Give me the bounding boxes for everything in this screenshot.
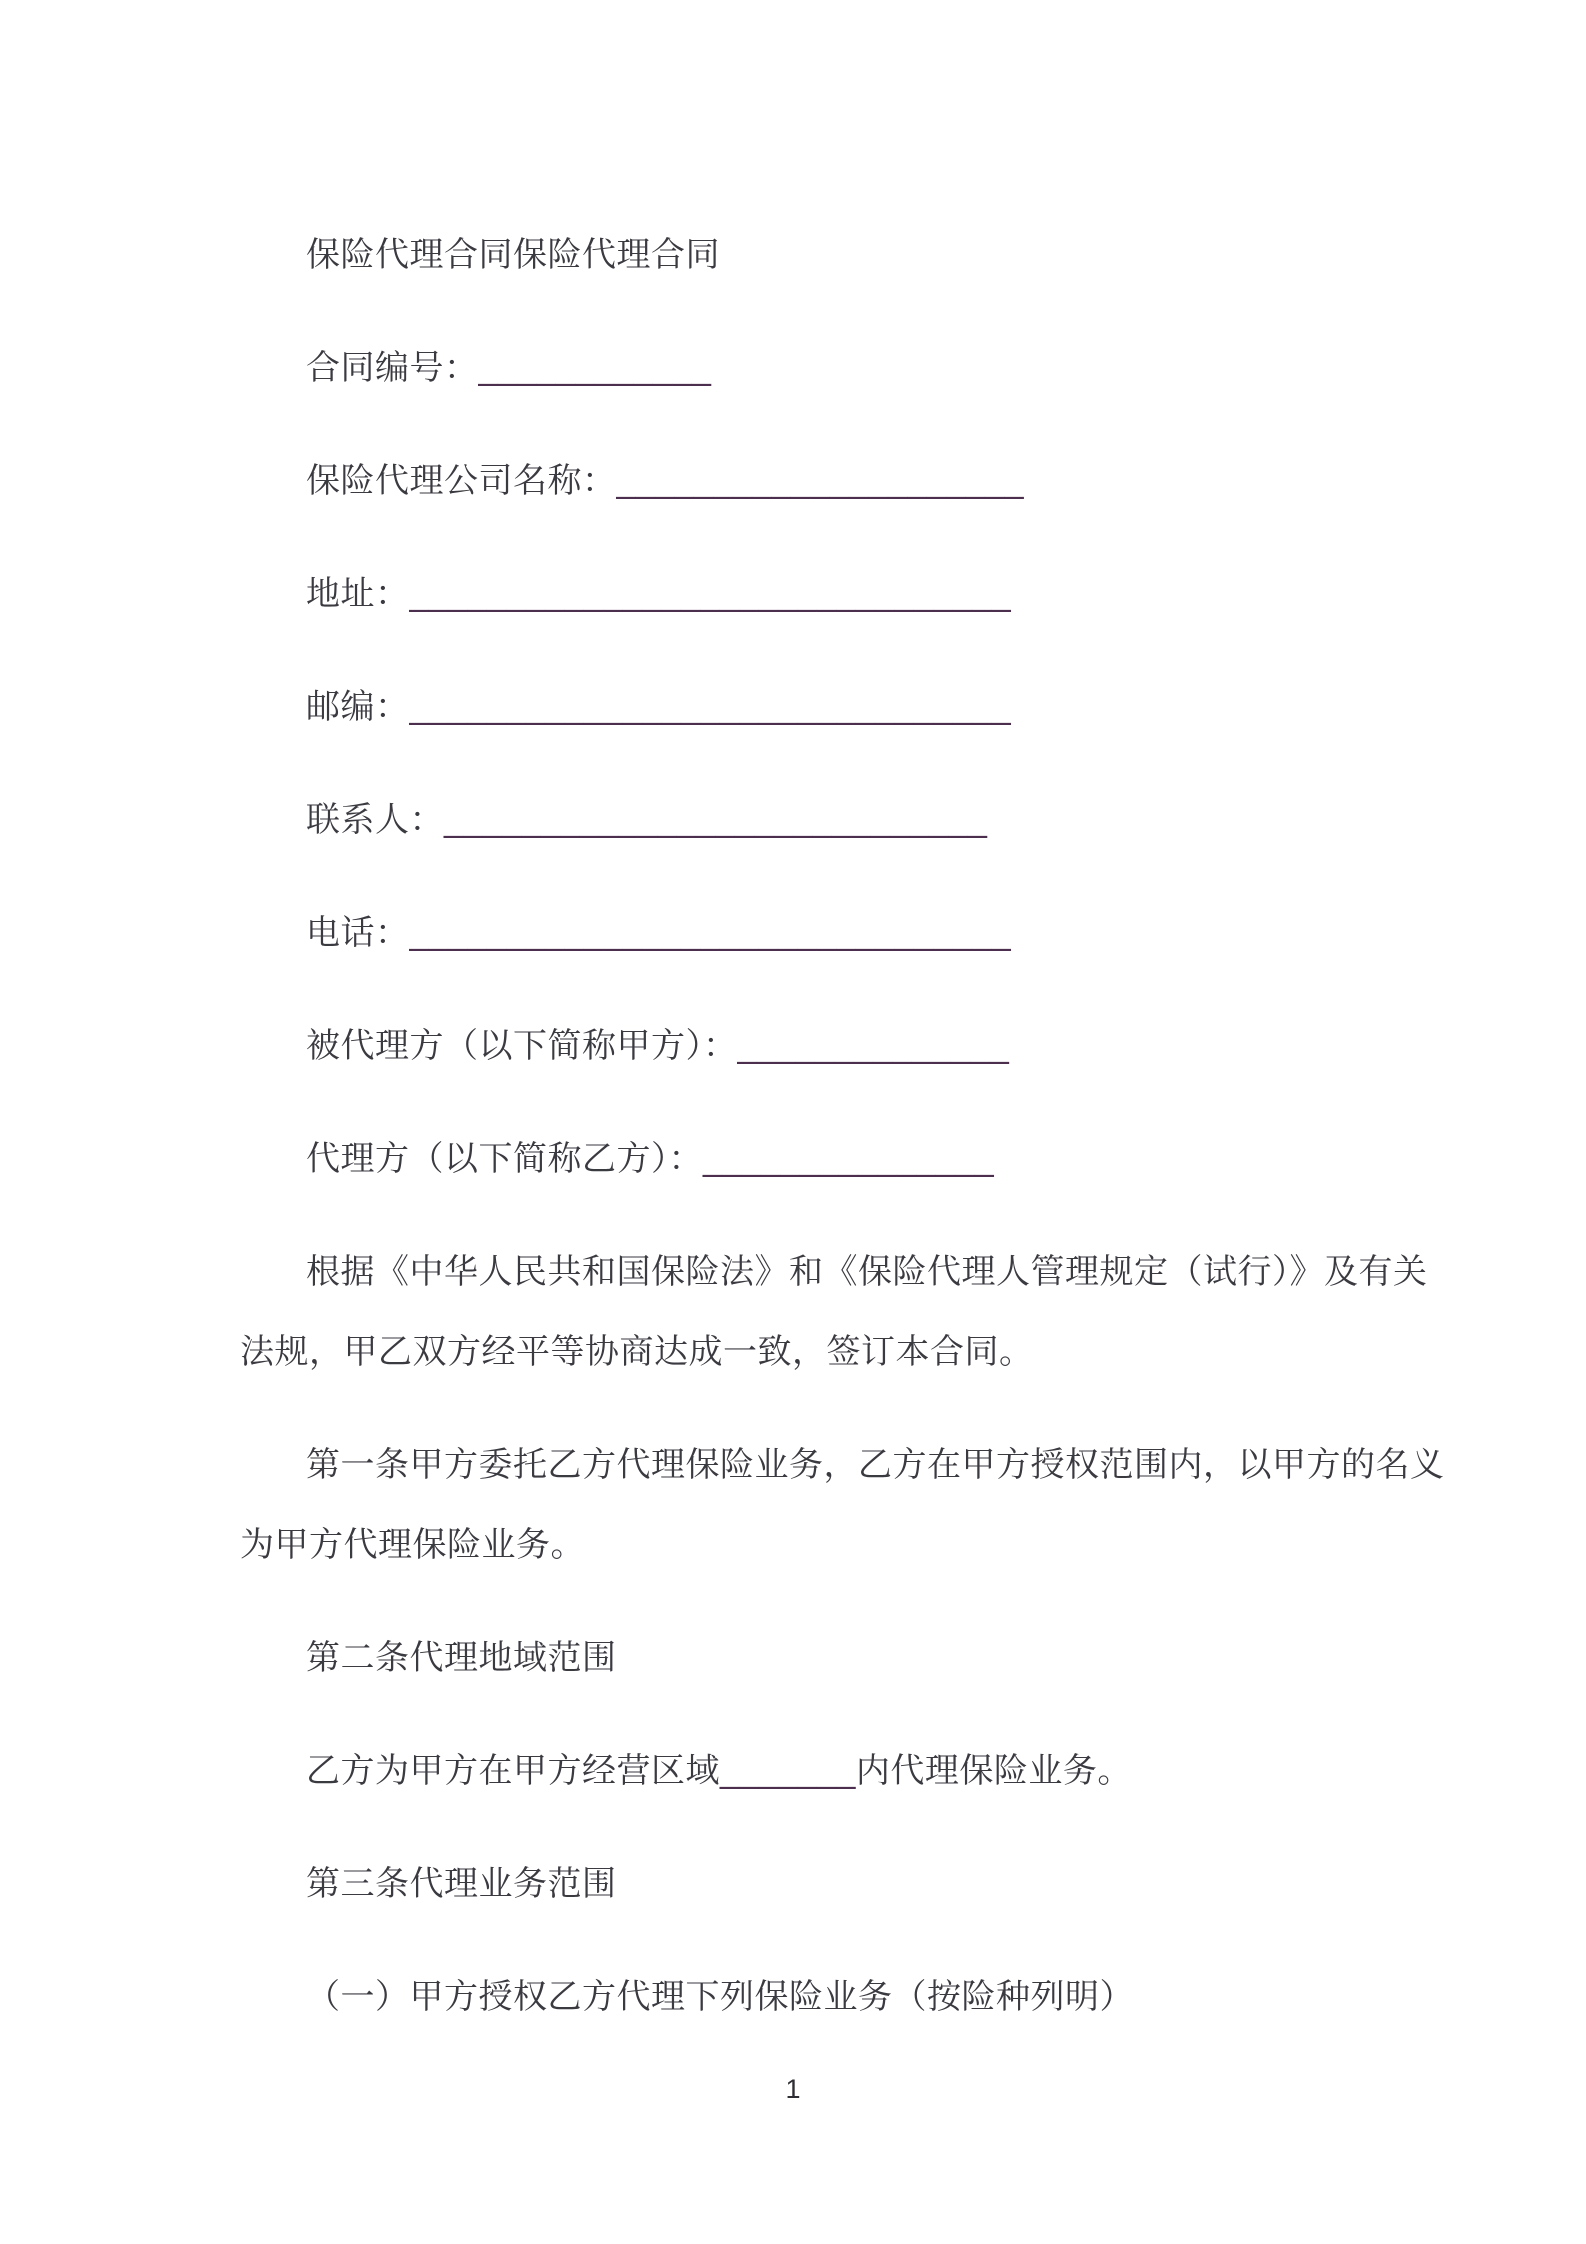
field-principal-party-a-blank: ______________ [737,1027,1010,1065]
article-3-item-1: （一）甲方授权乙方代理下列保险业务（按险种列明） [306,1978,1134,2016]
field-phone-blank: _______________________________ [409,914,1012,952]
field-postcode-label: 邮编： [306,688,410,726]
article-1-line-2: 为甲方代理保险业务。 [240,1526,585,1564]
field-postcode [240,667,1420,747]
preamble-line-1: 根据《中华人民共和国保险法》和《保险代理人管理规定（试行）》及有关 [306,1253,1428,1291]
document-body [240,215,1445,2037]
field-agent-party-b-label: 代理方（以下简称乙方）： [306,1140,703,1178]
field-phone-label: 电话： [306,914,410,952]
article-2-heading: 第二条代理地域范围 [306,1639,617,1677]
page-number: 1 [785,2074,801,2104]
field-contact-person-blank: ____________________________ [444,801,988,839]
article-2-body [240,1731,1420,1811]
field-agent-party-b [240,1119,1420,1199]
article-2-body-blank: _______ [720,1752,856,1790]
field-agent-party-b-blank: _______________ [703,1140,995,1178]
document-title: 保险代理合同保险代理合同 [306,236,720,274]
field-postcode-blank: _______________________________ [409,688,1012,726]
article-3-heading: 第三条代理业务范围 [306,1865,617,1903]
article-1-line-1: 第一条甲方委托乙方代理保险业务，乙方在甲方授权范围内，以甲方的名义 [306,1446,1445,1484]
article-2-body-pre: 乙方为甲方在甲方经营区域 [306,1752,720,1790]
field-contract-number [240,328,1420,408]
preamble-line-2: 法规，甲乙双方经平等协商达成一致，签订本合同。 [240,1333,1034,1371]
field-contact-person [240,780,1420,860]
field-contract-number-blank: ____________ [478,349,712,387]
field-agency-name-blank: _____________________ [616,462,1025,500]
field-phone [240,893,1420,973]
field-agency-name-label: 保险代理公司名称： [306,462,617,500]
field-principal-party-a [240,1006,1420,1086]
article-2-body-post: 内代理保险业务。 [855,1752,1132,1790]
field-contract-number-label: 合同编号： [306,349,479,387]
field-address [240,554,1420,634]
field-agency-name [240,441,1420,521]
field-contact-person-label: 联系人： [306,801,444,839]
field-address-label: 地址： [306,575,410,613]
field-principal-party-a-label: 被代理方（以下简称甲方）： [306,1027,738,1065]
field-address-blank: _______________________________ [409,575,1012,613]
